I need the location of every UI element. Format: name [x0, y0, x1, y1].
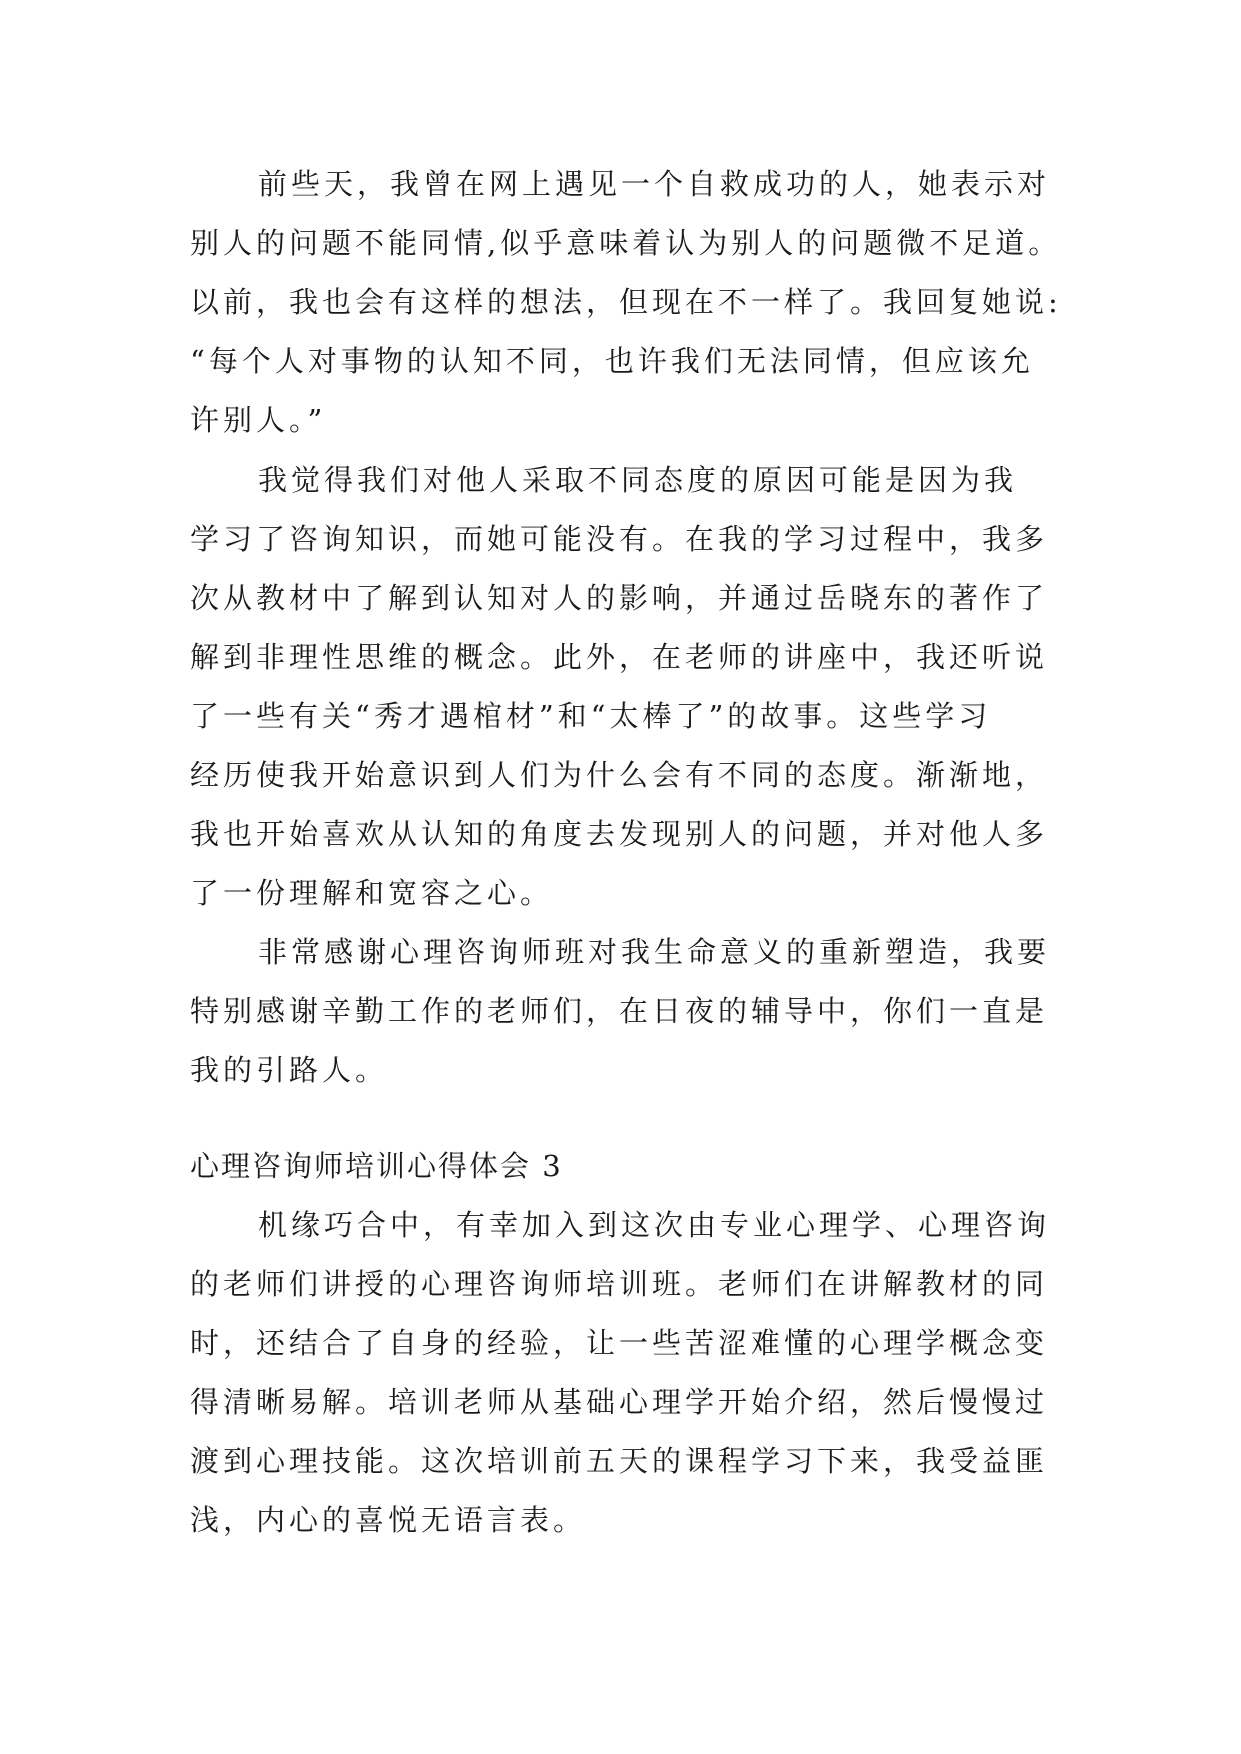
paragraph-line: 我也开始喜欢从认知的角度去发现别人的问题，并对他人多: [190, 817, 1049, 851]
paragraph-line: 前些天，我曾在网上遇见一个自救成功的人，她表示对: [258, 167, 1051, 201]
paragraph-line: 学习了咨询知识，而她可能没有。在我的学习过程中，我多: [190, 522, 1049, 556]
paragraph-line: 时，还结合了自身的经验，让一些苦涩难懂的心理学概念变: [190, 1326, 1049, 1360]
paragraph-1: [190, 155, 1070, 450]
paragraph-line: 渡到心理技能。这次培训前五天的课程学习下来，我受益匪: [190, 1444, 1049, 1478]
paragraph-2: [190, 451, 1070, 923]
paragraph-line: 机缘巧合中，有幸加入到这次由专业心理学、心理咨询: [258, 1208, 1051, 1242]
paragraph-line: 别人的问题不能同情,似乎意味着认为别人的问题微不足道。: [190, 226, 1062, 260]
paragraph-line: 的老师们讲授的心理咨询师培训班。老师们在讲解教材的同: [190, 1267, 1049, 1301]
paragraph-line: 以前，我也会有这样的想法，但现在不一样了。我回复她说:: [190, 285, 1062, 319]
paragraph-line: 了一份理解和宽容之心。: [190, 876, 554, 910]
paragraph-line: 浅，内心的喜悦无语言表。: [190, 1503, 587, 1537]
paragraph-line: 得清晰易解。培训老师从基础心理学开始介绍，然后慢慢过: [190, 1385, 1049, 1419]
paragraph-line: 许别人。”: [190, 403, 327, 437]
paragraph-line: 次从教材中了解到认知对人的影响，并通过岳晓东的著作了: [190, 581, 1049, 615]
paragraph-line: 我觉得我们对他人采取不同态度的原因可能是因为我: [258, 463, 1018, 497]
paragraph-line: 了一些有关“秀才遇棺材”和“太棒了”的故事。这些学习: [190, 699, 992, 733]
paragraph-line: 我的引路人。: [190, 1053, 389, 1087]
paragraph-line: 特别感谢辛勤工作的老师们，在日夜的辅导中，你们一直是: [190, 994, 1049, 1028]
paragraph-4: [190, 1196, 1070, 1550]
section-heading: 心理咨询师培训心得体会 3: [190, 1149, 563, 1183]
paragraph-line: 非常感谢心理咨询师班对我生命意义的重新塑造，我要: [258, 935, 1051, 969]
paragraph-3: [190, 923, 1070, 1100]
paragraph-line: “每个人对事物的认知不同，也许我们无法同情，但应该允: [190, 344, 1034, 378]
paragraph-line: 解到非理性思维的概念。此外，在老师的讲座中，我还听说: [190, 640, 1049, 674]
paragraph-line: 经历使我开始意识到人们为什么会有不同的态度。渐渐地，: [190, 758, 1049, 792]
